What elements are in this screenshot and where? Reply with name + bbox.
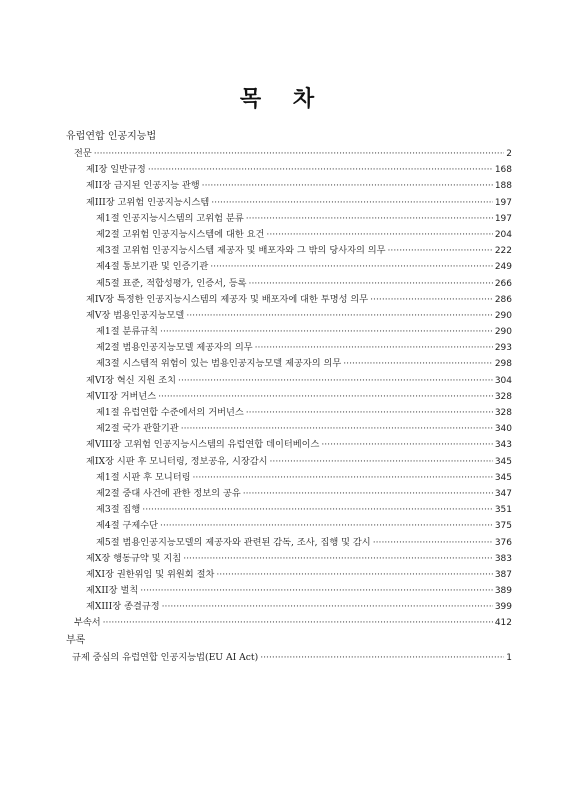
toc-entry-label: 제XIII장 종결규정 (86, 601, 160, 613)
toc-entry[interactable] (66, 259, 512, 275)
dot-leader (192, 470, 492, 486)
toc-entry[interactable] (66, 518, 512, 534)
toc-entry-label: 제VI장 혁신 지원 조치 (86, 374, 177, 386)
toc-entry-label: 제III장 고위험 인공지능시스템 (86, 196, 210, 208)
toc-section-heading: 부록 (66, 634, 86, 646)
toc-entry-page: 249 (494, 262, 512, 273)
dot-leader (181, 421, 493, 437)
toc-entry-page: 222 (494, 246, 512, 257)
dot-leader (140, 583, 493, 599)
toc-entry-label: 제1절 유럽연합 수준에서의 거버넌스 (96, 407, 244, 418)
toc-entry[interactable] (66, 340, 512, 356)
dot-leader (211, 195, 493, 211)
toc-entry-label: 제2절 중대 사건에 관한 정보의 공유 (96, 487, 241, 499)
toc-entry-page: 345 (494, 456, 512, 467)
toc-entry-label: 제I장 일반규정 (86, 164, 146, 176)
toc-entry[interactable] (66, 292, 512, 308)
dot-leader (246, 211, 493, 227)
toc-section-heading: 유럽연합 인공지능법 (66, 131, 157, 142)
toc-entry-page: 328 (494, 391, 512, 402)
toc-entry[interactable] (66, 162, 512, 178)
toc-entry-page: 399 (494, 602, 512, 613)
toc-entry-page: 383 (494, 553, 512, 564)
toc-entry[interactable] (66, 535, 512, 551)
toc-entry-page: 387 (494, 569, 512, 580)
dot-leader (103, 615, 493, 631)
toc-entry-page: 2 (506, 149, 512, 159)
dot-leader (162, 599, 493, 615)
dot-leader (210, 259, 493, 275)
toc-entry-label: 규제 중심의 유럽연합 인공지능법(EU AI Act) (72, 651, 259, 663)
toc-entry[interactable] (66, 551, 512, 567)
toc-entry-page: 197 (494, 213, 512, 224)
dot-leader (321, 437, 492, 453)
dot-leader (142, 502, 493, 518)
toc-entry-page: 290 (494, 310, 512, 321)
dot-leader (148, 162, 493, 178)
dot-leader (260, 650, 504, 666)
toc-entry[interactable] (66, 615, 512, 631)
toc-entry[interactable] (66, 324, 512, 340)
dot-leader (158, 389, 493, 405)
toc-entry-label: 제2절 범용인공지능모델 제공자의 의무 (96, 342, 253, 354)
toc-entry[interactable] (66, 470, 512, 486)
toc-entry[interactable] (66, 437, 512, 453)
toc-entry-label: 제IV장 특정한 인공지능시스템의 제공자 및 배포자에 대한 투명성 의무 (86, 293, 369, 305)
toc-entry-label: 제1절 인공지능시스템의 고위험 분류 (96, 212, 244, 224)
toc-entry[interactable] (66, 178, 512, 194)
toc-entry-page: 286 (494, 294, 512, 305)
toc-entry[interactable] (66, 502, 512, 518)
toc-entry[interactable] (66, 599, 512, 615)
toc-entry-label: 제1절 분류규칙 (96, 326, 159, 338)
toc-entry-page: 340 (494, 424, 512, 435)
toc-entry-page: 328 (494, 408, 512, 418)
dot-leader (160, 518, 493, 534)
toc-entry[interactable] (66, 243, 512, 259)
toc-entry-page: 204 (494, 229, 512, 240)
toc-entry-label: 제IX장 시판 후 모니터링, 정보공유, 시장감시 (86, 455, 268, 467)
dot-leader (186, 308, 493, 324)
toc-entry[interactable] (66, 308, 512, 324)
toc-entry-page: 293 (494, 343, 512, 354)
toc-entry-label: 제X장 행동규약 및 지침 (86, 552, 182, 564)
toc-entry-label: 제VIII장 고위험 인공지능시스템의 유럽연합 데이터베이스 (86, 439, 320, 451)
toc-entry-label: 제4절 통보기관 및 인증기관 (96, 261, 209, 273)
toc-entry-page: 266 (494, 278, 512, 289)
toc-entry-label: 제3절 시스템적 위험이 있는 범용인공지능모델 제공자의 의무 (96, 358, 342, 370)
dot-leader (216, 567, 492, 583)
toc-entry[interactable] (66, 195, 512, 211)
toc-entry-label: 제5절 표준, 적합성평가, 인증서, 등록 (96, 277, 247, 289)
toc-entry-page: 343 (494, 440, 512, 451)
dot-leader (183, 551, 493, 567)
toc-entry-label: 제1절 시판 후 모니터링 (96, 471, 191, 483)
toc-entry-page: 375 (494, 521, 512, 532)
toc-entry-label: 제2절 국가 관할기관 (96, 423, 179, 435)
dot-leader (249, 276, 493, 292)
dot-leader (266, 227, 492, 243)
toc-entry-label: 전문 (74, 148, 92, 159)
dot-leader (160, 324, 493, 340)
dot-leader (202, 178, 493, 194)
toc-entry-label: 제3절 집행 (96, 504, 141, 516)
dot-leader (178, 373, 493, 389)
toc-entry[interactable] (66, 454, 512, 470)
toc-entry[interactable] (66, 583, 512, 599)
toc-entry-page: 188 (494, 181, 512, 192)
toc-entry-label: 제XII장 벌칙 (86, 585, 139, 597)
toc-entry-page: 168 (494, 165, 512, 176)
toc-entry-label: 제II장 금지된 인공지능 관행 (86, 180, 200, 192)
toc-entry-label: 제3절 고위험 인공지능시스템 제공자 및 배포자와 그 밖의 당사자의 의무 (96, 245, 386, 257)
toc-entry[interactable] (66, 650, 512, 666)
toc-entry-label: 부속서 (74, 617, 101, 629)
toc-entry-label: 제XI장 권한위임 및 위원회 절차 (86, 568, 215, 580)
toc-entry[interactable] (66, 276, 512, 292)
dot-leader (94, 146, 505, 162)
toc-entry[interactable] (66, 356, 512, 372)
toc-entry[interactable] (66, 567, 512, 583)
dot-leader (243, 486, 493, 502)
dot-leader (270, 454, 493, 470)
toc-entry[interactable] (66, 211, 512, 227)
dot-leader (370, 292, 493, 308)
toc-entry-label: 제2절 고위험 인공지능시스템에 대한 요건 (96, 228, 265, 240)
toc-entry-label: 제VII장 거버넌스 (86, 390, 157, 402)
toc-entry-label: 제V장 범용인공지능모델 (86, 309, 185, 321)
toc-entry-label: 제4절 구제수단 (96, 520, 159, 532)
dot-leader (255, 340, 493, 356)
page-title: 목 차 (239, 87, 327, 112)
dot-leader (388, 243, 493, 259)
toc-entry-label: 제5절 범용인공지능모델의 제공자와 관련된 감독, 조사, 집행 및 감시 (96, 536, 371, 548)
toc-entry[interactable] (66, 421, 512, 437)
dot-leader (246, 405, 493, 421)
toc-entry[interactable] (66, 227, 512, 243)
toc-entry-page: 347 (494, 488, 512, 499)
toc-entry-page: 345 (494, 472, 512, 483)
toc-entry[interactable] (66, 486, 512, 502)
toc-entry[interactable] (66, 146, 512, 162)
toc-entry[interactable] (66, 405, 512, 421)
toc-entry[interactable] (66, 389, 512, 405)
toc-entry-page: 290 (494, 327, 512, 338)
table-of-contents (66, 128, 512, 666)
toc-entry-page: 304 (494, 375, 512, 386)
toc-entry[interactable] (66, 373, 512, 389)
toc-entry-page: 298 (494, 359, 512, 370)
dot-leader (343, 356, 493, 372)
toc-entry-page: 412 (494, 618, 512, 629)
toc-entry-page: 351 (494, 505, 512, 516)
dot-leader (373, 535, 493, 551)
toc-entry-page: 389 (494, 586, 512, 597)
toc-entry-page: 1 (506, 652, 512, 663)
toc-entry-page: 376 (494, 537, 512, 548)
toc-entry-page: 197 (494, 197, 512, 208)
